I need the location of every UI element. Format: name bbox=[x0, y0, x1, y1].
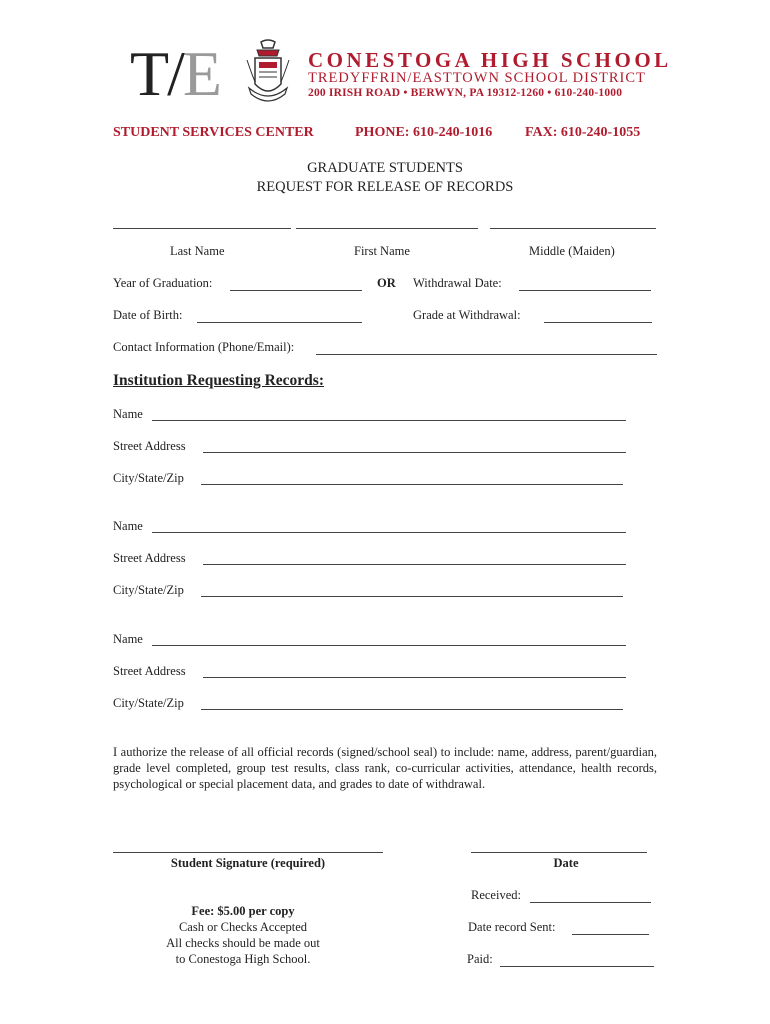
middle-name-label: Middle (Maiden) bbox=[529, 244, 615, 258]
institution-2-street-label: Street Address bbox=[113, 551, 186, 565]
institution-3-name-field[interactable] bbox=[152, 645, 626, 646]
institution-1-city-field[interactable] bbox=[201, 484, 623, 485]
institution-1-name-field[interactable] bbox=[152, 420, 626, 421]
district-name: TREDYFFRIN/EASTTOWN SCHOOL DISTRICT bbox=[308, 70, 646, 86]
institution-1-city-label: City/State/Zip bbox=[113, 471, 184, 485]
institution-heading: Institution Requesting Records: bbox=[113, 372, 324, 389]
institution-2-name-label: Name bbox=[113, 519, 143, 533]
signature-date-label: Date bbox=[553, 856, 579, 870]
fee-line1: Fee: $5.00 per copy bbox=[191, 904, 295, 918]
student-signature-label: Student Signature (required) bbox=[170, 856, 326, 870]
office-phone: PHONE: 610-240-1016 bbox=[355, 125, 493, 140]
last-name-label: Last Name bbox=[170, 244, 225, 258]
institution-3-name-label: Name bbox=[113, 632, 143, 646]
received-label: Received: bbox=[471, 888, 521, 902]
institution-3-street-field[interactable] bbox=[203, 677, 626, 678]
school-address: 200 IRISH ROAD • BERWYN, PA 19312-1260 • 610-240-1000 bbox=[308, 87, 623, 99]
dob-field[interactable] bbox=[197, 322, 362, 323]
institution-2-city-label: City/State/Zip bbox=[113, 583, 184, 597]
year-graduation-field[interactable] bbox=[230, 290, 362, 291]
authorization-text: I authorize the release of all official records (signed/school seal) to include: name, address, parent/guardian, grade level completed, group test results, class rank, co-curricular activities, attendance, health records, psychological or special placement data, and grades to date of withdrawal. bbox=[113, 745, 657, 791]
institution-1-name-label: Name bbox=[113, 407, 143, 421]
logo-t: T/ bbox=[130, 38, 183, 109]
received-field[interactable] bbox=[530, 902, 651, 903]
logo-e: E bbox=[182, 38, 220, 109]
grade-withdrawal-label: Grade at Withdrawal: bbox=[413, 308, 521, 322]
form-title-line2: REQUEST FOR RELEASE OF RECORDS bbox=[256, 179, 514, 195]
last-name-field[interactable] bbox=[113, 228, 291, 229]
office-fax: FAX: 610-240-1055 bbox=[525, 125, 641, 140]
year-graduation-label: Year of Graduation: bbox=[113, 276, 213, 290]
first-name-field[interactable] bbox=[296, 228, 478, 229]
paid-field[interactable] bbox=[500, 966, 654, 967]
institution-3-city-label: City/State/Zip bbox=[113, 696, 184, 710]
signature-date-field[interactable] bbox=[471, 852, 647, 853]
te-logo bbox=[130, 38, 220, 109]
withdrawal-date-label: Withdrawal Date: bbox=[413, 276, 502, 290]
date-sent-label: Date record Sent: bbox=[468, 920, 556, 934]
contact-info-field[interactable] bbox=[316, 354, 657, 355]
institution-1-street-label: Street Address bbox=[113, 439, 186, 453]
institution-2-city-field[interactable] bbox=[201, 596, 623, 597]
institution-1-street-field[interactable] bbox=[203, 452, 626, 453]
contact-info-label: Contact Information (Phone/Email): bbox=[113, 340, 295, 354]
paid-label: Paid: bbox=[467, 952, 493, 966]
institution-3-street-label: Street Address bbox=[113, 664, 186, 678]
date-sent-field[interactable] bbox=[572, 934, 649, 935]
school-name: CONESTOGA HIGH SCHOOL bbox=[308, 48, 672, 72]
grade-withdrawal-field[interactable] bbox=[544, 322, 652, 323]
school-crest-icon bbox=[243, 38, 293, 108]
fee-line3: All checks should be made out bbox=[166, 936, 320, 950]
institution-3-city-field[interactable] bbox=[201, 709, 623, 710]
institution-2-street-field[interactable] bbox=[203, 564, 626, 565]
middle-name-field[interactable] bbox=[490, 228, 656, 229]
fee-line4: to Conestoga High School. bbox=[175, 952, 311, 966]
withdrawal-date-field[interactable] bbox=[519, 290, 651, 291]
first-name-label: First Name bbox=[354, 244, 410, 258]
or-label: OR bbox=[377, 276, 396, 290]
office-name: STUDENT SERVICES CENTER bbox=[113, 125, 314, 140]
student-signature-field[interactable] bbox=[113, 852, 383, 853]
form-title-line1: GRADUATE STUDENTS bbox=[307, 160, 463, 176]
fee-line2: Cash or Checks Accepted bbox=[178, 920, 308, 934]
dob-label: Date of Birth: bbox=[113, 308, 183, 322]
institution-2-name-field[interactable] bbox=[152, 532, 626, 533]
